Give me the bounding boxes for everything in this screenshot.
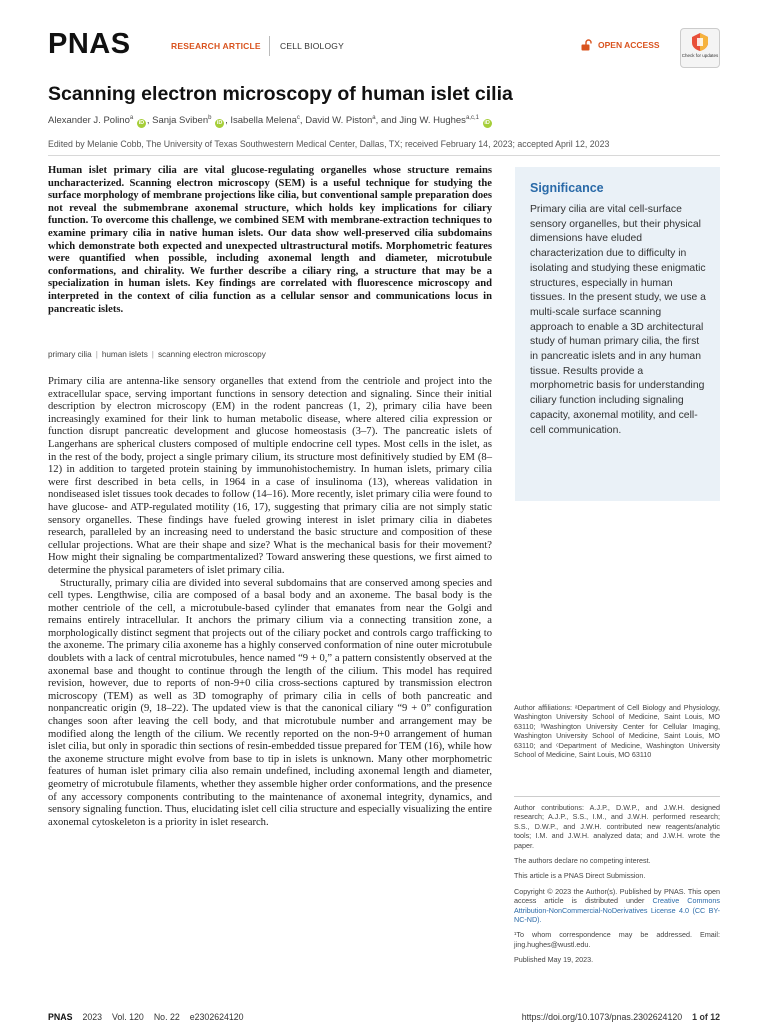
- crossmark-icon: [690, 32, 710, 52]
- direct-submission: This article is a PNAS Direct Submission.: [514, 871, 646, 881]
- copyright-text: Copyright © 2023 the Author(s). Published by PNAS. This open access article is distributed under: [514, 886, 720, 906]
- author-affil-sup: a,c,1: [465, 115, 479, 121]
- header-divider: [269, 36, 270, 56]
- citation-info: [48, 1012, 254, 1022]
- author-affil-sup: b: [208, 115, 212, 121]
- author-name[interactable]: Isabella Melena: [230, 115, 297, 127]
- open-access-label: OPEN ACCESS: [598, 40, 660, 50]
- article-title: Scanning electron microscopy of human islet cilia: [48, 83, 513, 105]
- open-access-badge: [580, 39, 660, 51]
- footer-article-id: e2302624120: [189, 1012, 244, 1022]
- journal-header: [48, 28, 720, 64]
- page-footer: [48, 1012, 720, 1024]
- side-rule: [514, 796, 720, 797]
- significance-box: [515, 167, 720, 501]
- check-for-updates-label: Check for updates: [681, 53, 719, 58]
- check-for-updates-button[interactable]: [680, 28, 720, 68]
- footer-volume: Vol. 120: [112, 1012, 144, 1022]
- author-affil-sup: a: [129, 115, 134, 121]
- copyright-notice: [514, 887, 720, 925]
- author-name[interactable]: Jing W. Hughes: [399, 115, 466, 127]
- author-name[interactable]: Sanja Sviben: [152, 115, 209, 127]
- orcid-icon[interactable]: iD: [138, 120, 145, 127]
- body-text: [48, 376, 492, 829]
- subject-label: CELL BIOLOGY: [280, 41, 344, 51]
- header-rule: [48, 155, 720, 156]
- author-affil-sup: a: [372, 115, 376, 121]
- keyword[interactable]: human islets: [101, 350, 148, 359]
- keyword[interactable]: primary cilia: [48, 350, 92, 359]
- abstract: Human islet primary cilia are vital glucose-regulating organelles whose structure remains uncharacterized. Scanning electron microscopy (SEM) is a useful technique for studying the surface morphology of membrane projections like cilia, but conventional sample preparation does not reveal the submembrane axonemal structure, which holds key implications for ciliary function. To overcome this challenge, we combined SEM with membrane-extraction techniques to examine primary cilia in native human islets. Our data show well-preserved cilia subdomains which demonstrate both expected and unexpected ultrastructural motifs. Morphometric features were quantified when possible, including axonemal length and diameter, microtubule conformations, and chirality. We further describe a ciliary ring, a structure that may be a specialization in human islets. Key findings are correlated with fluorescence microscopy and interpreted in the context of cilia function as a cellular sensor and communications locus in pancreatic islets.: [48, 165, 492, 315]
- orcid-icon[interactable]: iD: [216, 120, 223, 127]
- page-number: 1 of 12: [692, 1012, 720, 1022]
- correspondence: ¹To whom correspondence may be addressed. Email: jing.hughes@wustl.edu.: [514, 930, 720, 949]
- significance-text: Primary cilia are vital cell-surface sensory organelles, but their physical dimensions have eluded characterization due to difficulty in isolating and studying these enigmatic structures, especially in human tissues. In the present study, we use a multi-scale surface scanning approach to enable a 3D architectural study of human primary cilia, the first in pancreatic islets and in any human tissue. Results provide a morphometric basis for understanding ciliary function including signaling capacity, axonemal motility, and cell-cell communication.: [530, 204, 706, 436]
- author-affil-sup: c: [296, 115, 300, 121]
- keywords: [48, 350, 492, 359]
- article-type-label: RESEARCH ARTICLE: [171, 41, 261, 51]
- keyword-separator: |: [95, 350, 98, 359]
- author-name[interactable]: Alexander J. Polino: [48, 115, 130, 127]
- author-affiliations: Author affiliations: ᵃDepartment of Cell Biology and Physiology, Washington University School of Medicine, Saint Louis, MO 63110; ᵇWashington University Center for Cellular Imaging, Washington University School of Medicine, Saint Louis, MO 63110; and ᶜDepartment of Medicine, Washington University School of Medicine, Saint Louis, MO 63110: [514, 703, 720, 760]
- license-link[interactable]: Creative Commons Attribution-NonCommercial-NoDerivatives License 4.0 (CC BY-NC-ND).: [514, 896, 721, 925]
- author-conjunction: and: [380, 115, 397, 127]
- significance-title: Significance: [530, 181, 604, 195]
- competing-interest: The authors declare no competing interest.: [514, 856, 651, 866]
- body-paragraph: Primary cilia are antenna-like sensory organelles that extend from the centriole and project into the extracellular space, serving important functions in sensory detection and signaling. Since their initial description by electron microscopy (EM) in the rodent pancreas (1, 2), primary cilia have been increasingly examined for their link to human metabolic disease, where altered cilia expression or function disrupt pancreatic development and glucose homeostasis (3–7). The pancreatic islets of Langerhans are spherical clusters composed of multiple endocrine cell types. Most cells in the islet, as in the rest of the body, project a single primary cilium, its structure most definitively studied by EM (8–12) in addition to targeted protein staining by immunohistochemistry. In human islets, primary cilia were first described in beta cells, in 1964 in a case of insulinoma (13), whereas validation in nondiseased islet tissues took decades to follow (14–16). More recently, islet primary cilia were found to have glucose- and ATP-regulated motility (16, 17), suggesting that primary cilia are not simply static sensory organelles. These findings have fueled growing interest in islet primary cilia in diabetes research, paralleled by an increasing need to understand the basic structure and composition of these cellular projections. What are their shape and size? What is the mechanical basis for their movement? How might their signaling be compartmentalized? Toward answering these questions, we first aimed to determine the physical parameters of islet primary cilia.: [48, 376, 492, 576]
- article-notes: [514, 803, 720, 971]
- published-date: Published May 19, 2023.: [514, 955, 594, 965]
- footer-issue: No. 22: [153, 1012, 180, 1022]
- keyword-separator: |: [151, 350, 154, 359]
- keyword[interactable]: scanning electron microscopy: [157, 350, 266, 359]
- body-paragraph: Structurally, primary cilia are divided into several subdomains that are conserved among species and cell types. Lengthwise, cilia are composed of a basal body and an axoneme. The basal body is the mother centriole of the cell, a microtubule-based cylinder that emanates from near the Golgi and remains entirely intracellular. It anchors the primary cilium via a connecting transition zone, a morphologically distinct segment that projects out of the ciliary pocket and controls cargo trafficking to the axoneme. The primary cilia axoneme has a highly conserved conformation of nine outer microtubule doublets with a lack of central microtubules, hence named “9 + 0,” a pattern consistently observed at the axonemal base and thought to continue through the length of the cilium. This model has required revision, however, due to reports of non-9+0 cilia cross-sections captured by transmission electron microscopy (TEM) as well as 3D tomography of primary cilia in cells of both pancreatic and nonpancreatic origin (9, 18–22). The updated view is that the canonical ciliary “9 + 0” configuration changes soon after leaving the cell body, and that microtubule number and arrangement may be modified along the length of the cilium. We recently reported on the non-9+0 arrangement of human islet cilia, but only in sporadic thin sections of resin-embedded tissue prepared for TEM (16), while how the axoneme structure might evolve from base to tip in islets is unknown. Many other morphometric features of human islet primary cilia also remain undefined, including axonemal length and diameter, geometry of microtubule filaments, whether they assemble higher order conformations, and the presence of any accessory components contributing to the maintenance of axonemal integrity, dynamics, and sensory signaling function. Thus, elucidating islet cell cilia structure and especially visualizing the entire axonemal cytoskeleton is a priority in islet research.: [48, 577, 492, 828]
- open-lock-icon: [580, 39, 592, 51]
- orcid-icon[interactable]: iD: [484, 120, 490, 127]
- author-list: Alexander J. Polino$^a$ iD , Sanja Sviben$^b$ iD , Isabella Melena$^c$, David W. Piston$^a$, and Jing W. Hughes$^{a,c,1}$ iD: [48, 115, 490, 127]
- journal-logo[interactable]: PNAS: [48, 28, 131, 60]
- footer-journal: PNAS: [48, 1012, 73, 1022]
- editor-dates-line: Edited by Melanie Cobb, The University of Texas Southwestern Medical Center, Dallas, TX; received February 14, 2023; accepted April 12, 2023: [48, 139, 610, 149]
- doi-link[interactable]: https://doi.org/10.1073/pnas.2302624120: [521, 1012, 683, 1022]
- author-contributions: Author contributions: A.J.P., D.W.P., and J.W.H. designed research; A.J.P., S.S., I.M., and J.W.H. performed research; S.S., D.W.P., and J.W.H. contributed new reagents/analytic tools; I.M. and J.W.H. analyzed data; and J.W.H. wrote the paper.: [514, 803, 720, 850]
- footer-year: 2023: [82, 1012, 103, 1022]
- author-name[interactable]: David W. Piston: [305, 115, 373, 127]
- footer-right: [522, 1012, 720, 1022]
